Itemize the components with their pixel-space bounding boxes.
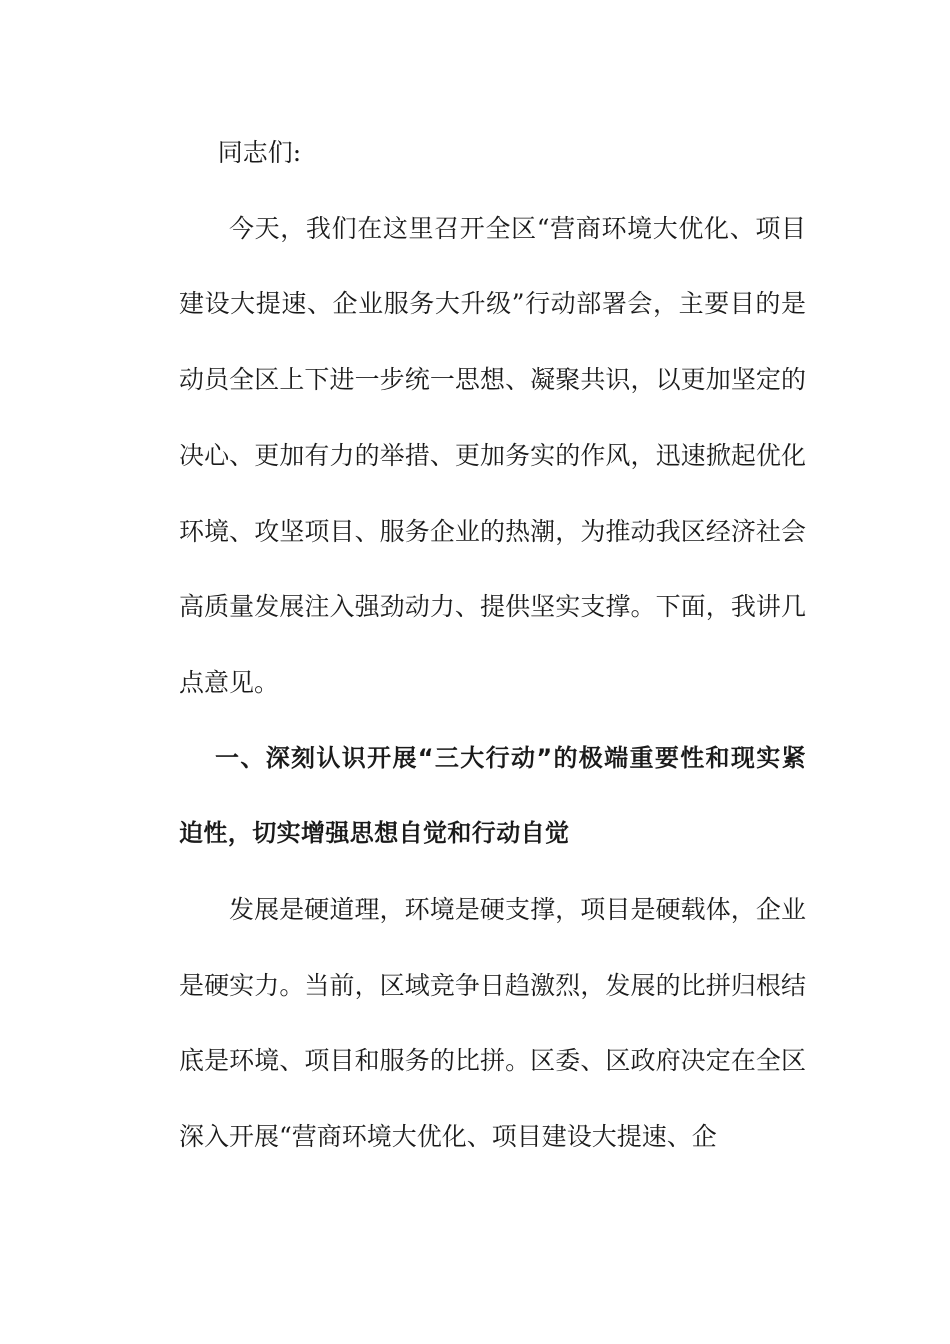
document-body bbox=[179, 115, 806, 1175]
salutation: 同志们: bbox=[217, 138, 302, 167]
section-paragraph: 发展是硬道理，环境是硬支撑，项目是硬载体，企业是硬实力。当前，区域竞争日趋激烈，发展的比拼归根结底是环境、项目和服务的比拼。区委、区政府决定在全区深入开展“营商环境大优化、项目建设大提速、企 bbox=[179, 895, 806, 1152]
section-heading: 一、深刻认识开展“三大行动”的极端重要性和现实紧迫性，切实增强思想自觉和行动自觉 bbox=[179, 743, 806, 848]
opening-paragraph: 今天，我们在这里召开全区“营商环境大优化、项目建设大提速、企业服务大升级”行动部署会，主要目的是动员全区上下进一步统一思想、凝聚共识，以更加坚定的决心、更加有力的举措、更加务实的作风，迅速掀起优化环境、攻坚项目、服务企业的热潮，为推动我区经济社会高质量发展注入强劲动力、提供坚实支撑。下面，我讲几点意见。 bbox=[179, 213, 806, 697]
